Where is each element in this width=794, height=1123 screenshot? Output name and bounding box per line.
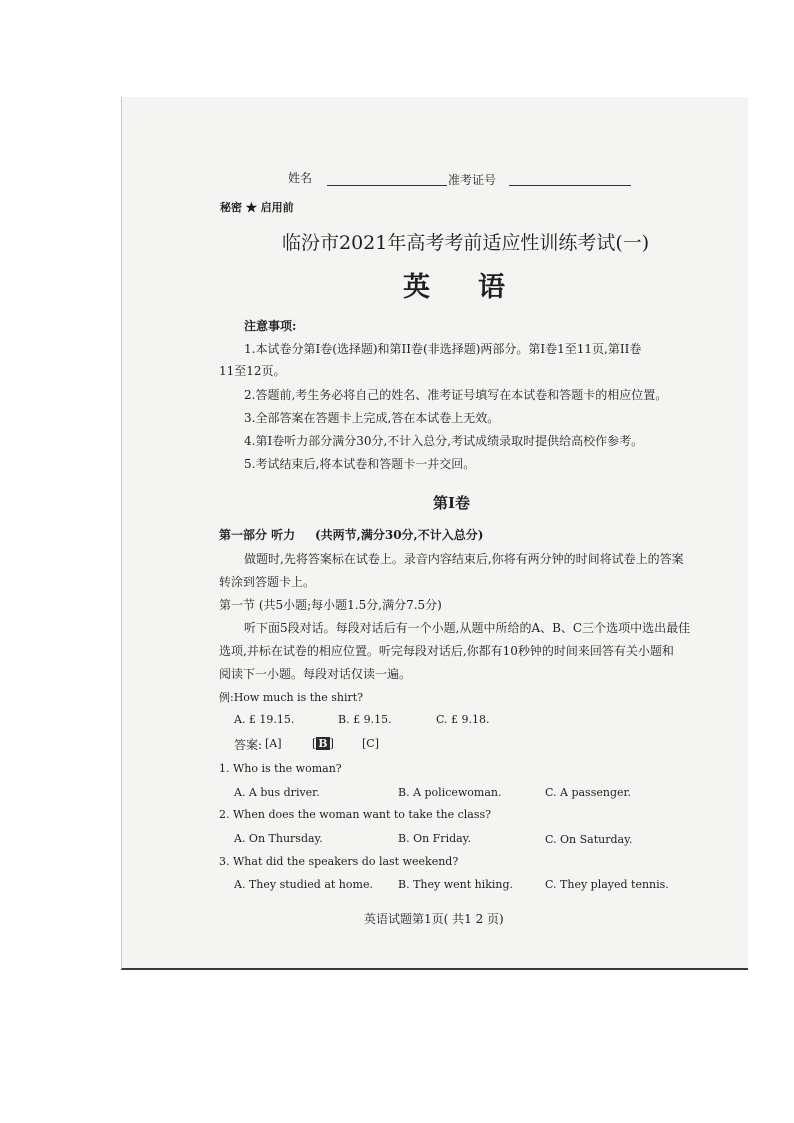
name-label: 姓名 xyxy=(288,171,313,185)
question-2-option-b: B. On Friday. xyxy=(398,832,471,845)
answer-choice-a: [A] xyxy=(265,737,282,750)
exam-page xyxy=(121,97,748,970)
question-3-option-b: B. They went hiking. xyxy=(398,878,514,891)
exam-id-blank xyxy=(509,185,631,186)
notice-item: 3.全部答案在答题卡上完成,答在本试卷上无效。 xyxy=(244,411,500,425)
filled-answer-mark: B xyxy=(318,737,328,750)
answer-choice-b xyxy=(312,737,334,750)
bracket: ] xyxy=(329,737,334,750)
question-3-option-c: C. They played tennis. xyxy=(545,878,669,891)
section1-heading: 第一节 (共5小题;每小题1.5分,满分7.5分) xyxy=(219,598,442,612)
question-2-option-a: A. On Thursday. xyxy=(234,832,323,845)
confidential-mark: 秘密 ★ 启用前 xyxy=(220,201,294,214)
notice-item: 2.答题前,考生务必将自己的姓名、准考证号填写在本试卷和答题卡的相应位置。 xyxy=(244,388,668,402)
part1-heading: 第一部分 听力 xyxy=(219,528,296,542)
name-blank xyxy=(327,185,447,186)
notice-item: 5.考试结束后,将本试卷和答题卡一并交回。 xyxy=(244,457,476,471)
part1-heading-note: (共两节,满分30分,不计入总分) xyxy=(315,528,484,542)
section1-instructions: 阅读下一小题。每段对话仅读一遍。 xyxy=(219,667,412,681)
section1-instructions: 听下面5段对话。每段对话后有一个小题,从题中所给的A、B、C三个选项中选出最佳 xyxy=(244,621,691,635)
question-2-option-c: C. On Saturday. xyxy=(545,833,633,846)
notice-item: 4.第I卷听力部分满分30分,不计入总分,考试成绩录取时提供给高校作参考。 xyxy=(244,434,644,448)
notice-heading: 注意事项: xyxy=(244,319,297,333)
question-2: 2. When does the woman want to take the class? xyxy=(219,808,492,821)
exam-title: 临汾市2021年高考考前适应性训练考试(一) xyxy=(282,232,650,254)
question-1-option-b: B. A policewoman. xyxy=(398,786,502,799)
section1-instructions: 选项,并标在试卷的相应位置。听完每段对话后,你都有10秒钟的时间来回答有关小题和 xyxy=(219,644,674,658)
volume-title: 第I卷 xyxy=(433,494,471,512)
part1-intro: 转涂到答题卡上。 xyxy=(219,575,316,589)
page-footer: 英语试题第1页( 共1 2 页) xyxy=(364,912,504,926)
subject-title: 英语 xyxy=(403,272,553,303)
example-option: A. £ 19.15. xyxy=(234,713,295,726)
question-3-option-a: A. They studied at home. xyxy=(234,878,373,891)
example-question: 例:How much is the shirt? xyxy=(219,691,364,704)
notice-item: 1.本试卷分第I卷(选择题)和第II卷(非选择题)两部分。第I卷1至11页,第II卷 xyxy=(244,342,642,356)
bracket: [ xyxy=(312,737,317,750)
notice-item: 11至12页。 xyxy=(219,364,286,378)
question-1: 1. Who is the woman? xyxy=(219,762,342,775)
question-1-option-a: A. A bus driver. xyxy=(234,786,320,799)
example-option: C. £ 9.18. xyxy=(436,713,490,726)
answer-choice-c: [C] xyxy=(362,737,379,750)
question-1-option-c: C. A passenger. xyxy=(545,786,632,799)
exam-id-label: 准考证号 xyxy=(448,173,497,187)
example-option: B. £ 9.15. xyxy=(338,713,392,726)
part1-intro: 做题时,先将答案标在试卷上。录音内容结束后,你将有两分钟的时间将试卷上的答案 xyxy=(244,552,684,566)
question-3: 3. What did the speakers do last weekend? xyxy=(219,855,459,868)
example-answer-label: 答案: xyxy=(234,738,263,752)
